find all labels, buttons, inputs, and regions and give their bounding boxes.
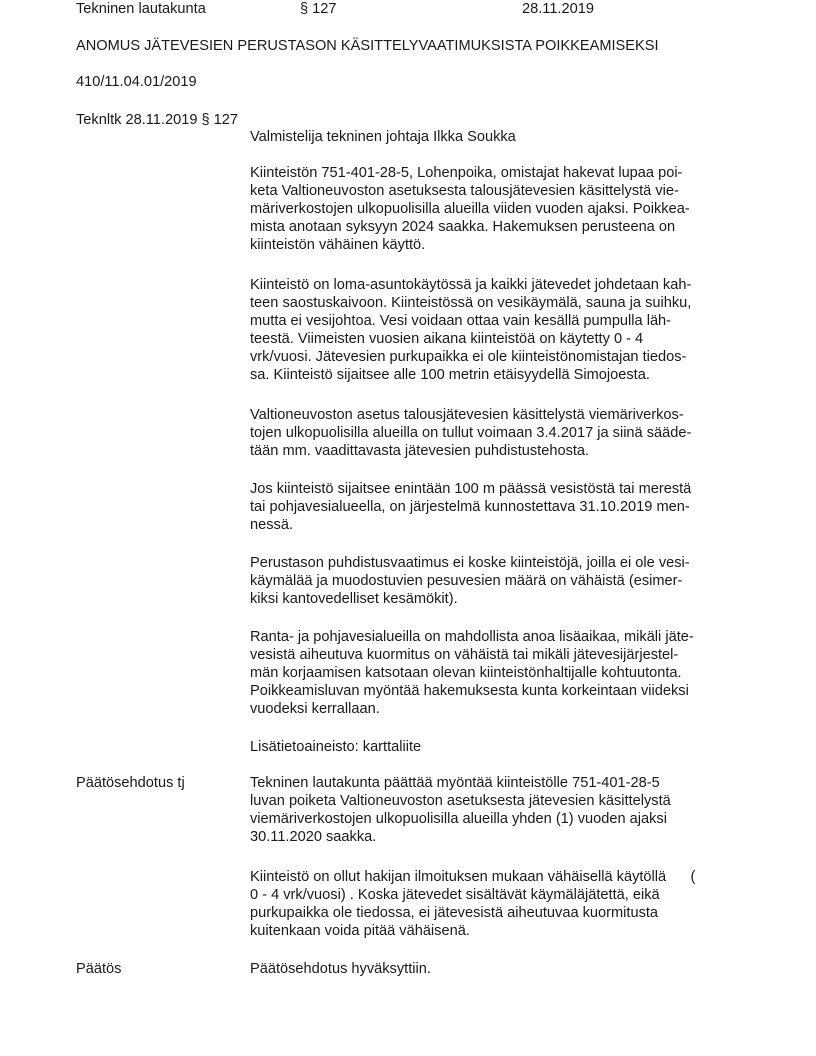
text-line: 30.11.2020 saakka. [250,829,377,845]
text-line: Ranta- ja pohjavesialueilla on mahdollista anoa lisäaikaa, mikäli jäte- [250,629,694,645]
text-line: Tekninen lautakunta päättää myöntää kiinteistölle 751-401-28-5 [250,775,660,791]
text-line: kiksi kantovedelliset kesämökit). [250,591,458,607]
text-line: Kiinteistö on loma-asuntokäytössä ja kaikki jätevedet johdetaan kah- [250,277,692,293]
text-line: teen saostuskaivoon. Kiinteistössä on vesikäymälä, sauna ja suihku, [250,295,692,311]
section-number: § 127 [300,1,337,17]
decision-label: Päätös [76,961,122,977]
body-paragraph-3 [250,406,750,460]
text-line: Valtioneuvoston asetus talousjätevesien käsittelystä viemäriverkos- [250,407,684,423]
preparer-line: Valmistelija tekninen johtaja Ilkka Soukka [250,129,516,145]
text-line: Kiinteistön 751-401-28-5, Lohenpoika, omistajat hakevat lupaa poi- [250,165,683,181]
text-line: Kiinteistö on ollut hakijan ilmoituksen mukaan vähäisellä käytöllä ( [250,869,696,885]
text-line: märiverkostojen ulkopuolisilla alueilla viiden vuoden ajaksi. Poikkea- [250,201,690,217]
proposal-paragraph-1 [250,774,750,846]
text-line: män korjaamisen katsotaan olevan kiinteistönhaltijalle kohtuutonta. [250,665,682,681]
diary-number: 410/11.04.01/2019 [76,74,197,90]
text-line: teestä. Viimeisten vuosien aikana kiinteistöä on käytetty 0 - 4 [250,331,644,347]
board-name: Tekninen lautakunta [76,1,206,17]
decision-text: Päätösehdotus hyväksyttiin. [250,961,431,977]
proposal-paragraph-2 [250,868,750,940]
text-line: keta Valtioneuvoston asetuksesta talousjätevesien käsittelystä vie- [250,183,679,199]
text-line: viemäriverkostojen ulkopuolisilla alueilla yhden (1) vuoden ajaksi [250,811,667,827]
text-line: 0 - 4 vrk/vuosi) . Koska jätevedet sisältävät käymäläjätettä, eikä [250,887,660,903]
text-line: vuodeksi kerrallaan. [250,701,380,717]
text-line: vrk/vuosi. Jätevesien purkupaikka ei ole kiinteistönomistajan tiedos- [250,349,687,365]
text-line: Perustason puhdistusvaatimus ei koske kiinteistöjä, joilla ei ole vesi- [250,555,690,571]
text-line: tään mm. vaadittavasta jätevesien puhdistustehosta. [250,443,590,459]
meeting-date: 28.11.2019 [522,1,594,17]
body-paragraph-1 [250,164,750,254]
text-line: luvan poiketa Valtioneuvoston asetuksesta jätevesien käsittelystä [250,793,671,809]
body-paragraph-2 [250,276,750,384]
text-line: Poikkeamisluvan myöntää hakemuksesta kunta korkeintaan viideksi [250,683,689,699]
proposal-label: Päätösehdotus tj [76,775,185,791]
text-line: Jos kiinteistö sijaitsee enintään 100 m päässä vesistöstä tai merestä [250,481,692,497]
text-line: sa. Kiinteistö sijaitsee alle 100 metrin etäisyydellä Simojoesta. [250,367,650,383]
body-paragraph-5 [250,554,750,608]
text-line: nessä. [250,517,293,533]
text-line: mista anotaan syksyyn 2024 saakka. Hakemuksen perusteena on [250,219,676,235]
text-line: käymälää ja muodostuvien pesuvesien määrä on vähäistä (esimer- [250,573,683,589]
text-line: vesistä aiheutuva kuormitus on vähäistä tai mikäli jätevesijärjestel- [250,647,679,663]
text-line: kuitenkaan voida pitää vähäisenä. [250,923,470,939]
attachment-note [250,738,750,756]
document-title: ANOMUS JÄTEVESIEN PERUSTASON KÄSITTELYVAATIMUKSISTA POIKKEAMISEKSI [76,38,659,54]
text-line: kiinteistön vähäinen käyttö. [250,237,426,253]
body-paragraph-6 [250,628,750,718]
text-line: mutta ei vesijohtoa. Vesi voidaan ottaa vain kesällä pumpulla läh- [250,313,672,329]
text-line: tai pohjavesialueella, on järjestelmä kunnostettava 31.10.2019 men- [250,499,690,515]
text-line: Lisätietoaineisto: karttaliite [250,739,422,755]
text-line: tojen ulkopuolisilla alueilla on tullut voimaan 3.4.2017 ja siinä sääde- [250,425,692,441]
meeting-reference: Teknltk 28.11.2019 § 127 [76,112,239,128]
text-line: purkupaikka ole tiedossa, ei jätevesistä aiheutuvaa kuormitusta [250,905,659,921]
body-paragraph-4 [250,480,750,534]
